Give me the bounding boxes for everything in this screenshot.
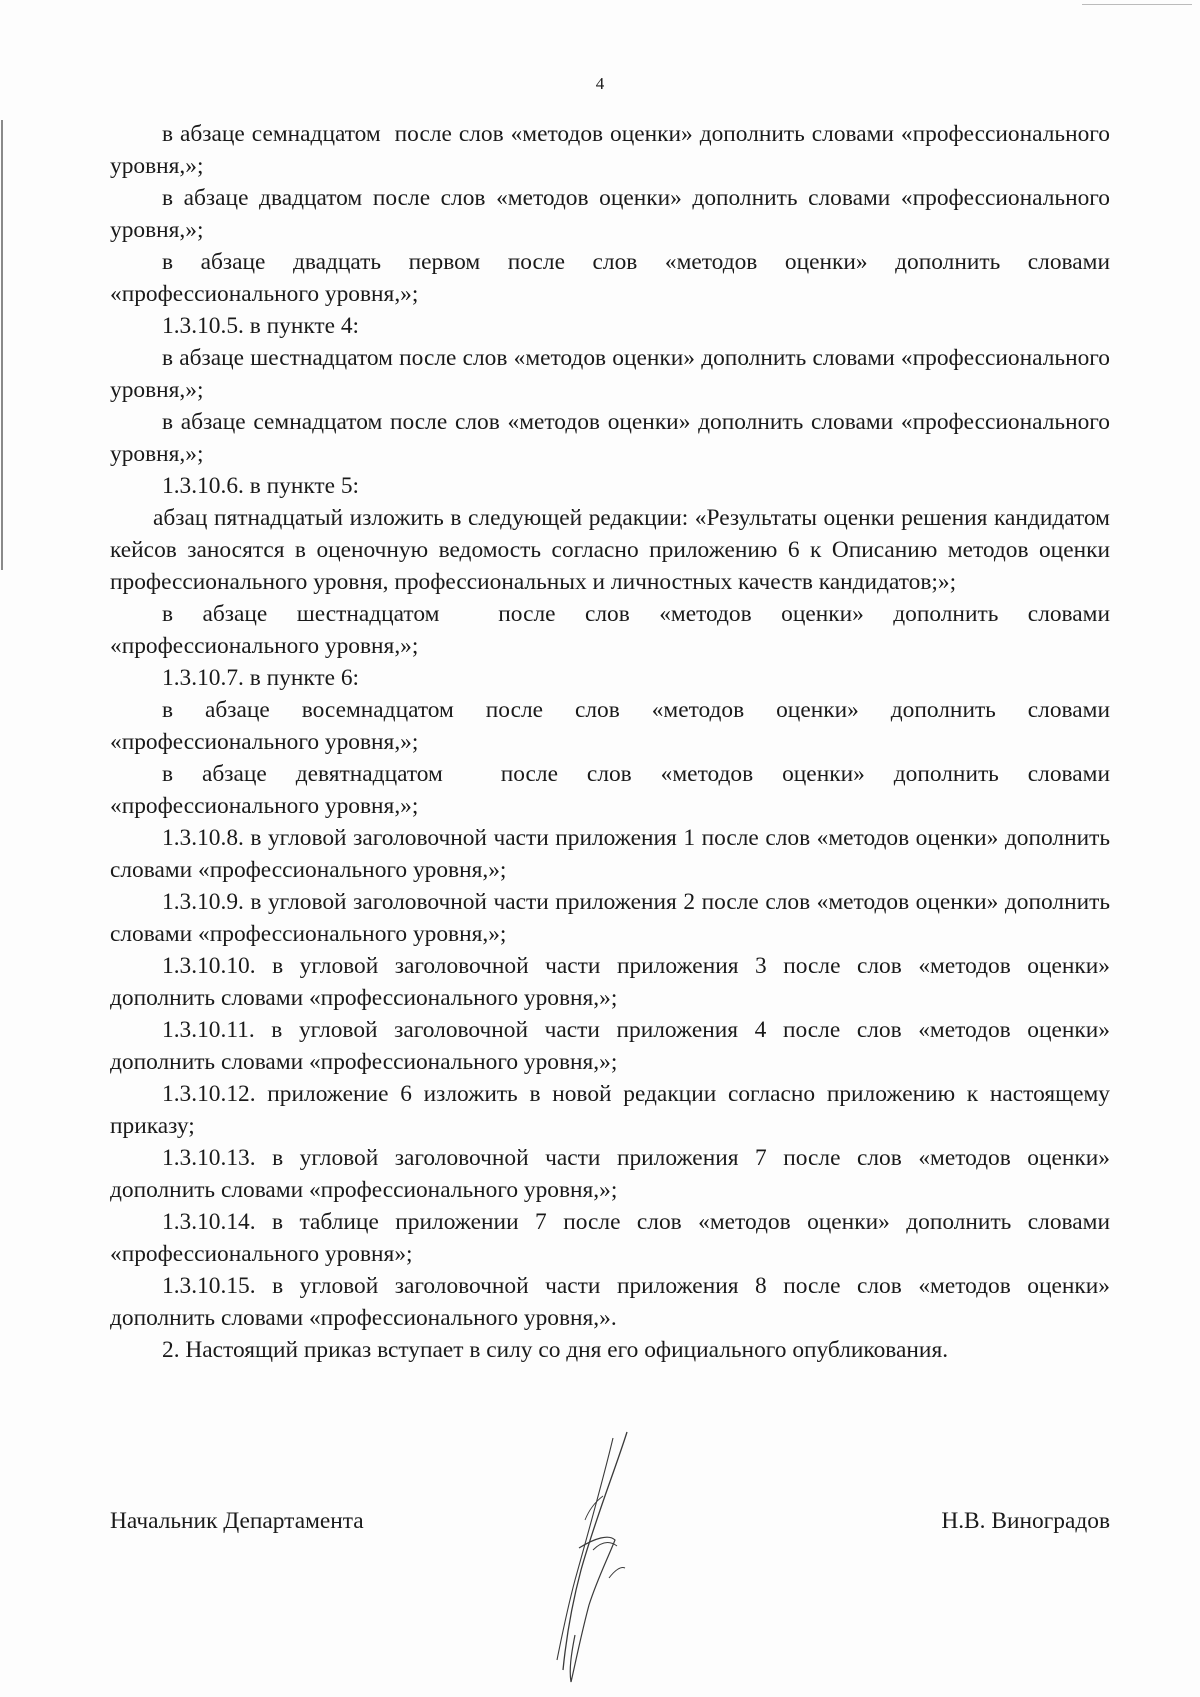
paragraph: 2. Настоящий приказ вступает в силу со дня его официального опубликования. bbox=[162, 1337, 949, 1363]
paragraph: в абзаце шестнадцатом после слов «методов оценки» дополнить словами «профессионального уровня,»; bbox=[110, 601, 1116, 659]
paragraph: в абзаце семнадцатом после слов «методов оценки» дополнить словами «профессионального уровня,»; bbox=[110, 409, 1116, 467]
paragraph: 1.3.10.6. в пункте 5: bbox=[162, 473, 360, 499]
scan-edge-line bbox=[1, 120, 3, 570]
paragraph: 1.3.10.7. в пункте 6: bbox=[162, 665, 360, 691]
paragraph: в абзаце двадцать первом после слов «методов оценки» дополнить словами «профессионального уровня,»; bbox=[110, 249, 1116, 307]
signatory-name: Н.В. Виноградов bbox=[941, 1508, 1110, 1534]
paragraph: 1.3.10.14. в таблице приложении 7 после слов «методов оценки» дополнить словами «профессионального уровня»; bbox=[110, 1209, 1116, 1267]
scan-corner-mark bbox=[1082, 0, 1192, 5]
paragraph: в абзаце семнадцатом после слов «методов оценки» дополнить словами «профессионального уровня,»; bbox=[110, 121, 1116, 179]
document-body bbox=[110, 118, 1116, 1366]
paragraph: 1.3.10.8. в угловой заголовочной части приложения 1 после слов «методов оценки» дополнить словами «профессионального уровня,»; bbox=[110, 825, 1116, 883]
paragraph: в абзаце девятнадцатом после слов «методов оценки» дополнить словами «профессионального уровня,»; bbox=[110, 761, 1116, 819]
handwritten-signature bbox=[545, 1430, 665, 1690]
paragraph: 1.3.10.13. в угловой заголовочной части приложения 7 после слов «методов оценки» дополнить словами «профессионального уровня,»; bbox=[110, 1145, 1116, 1203]
paragraph: 1.3.10.5. в пункте 4: bbox=[162, 313, 360, 339]
paragraph: 1.3.10.12. приложение 6 изложить в новой редакции согласно приложению к настоящему приказу; bbox=[110, 1081, 1116, 1139]
paragraph: в абзаце восемнадцатом после слов «методов оценки» дополнить словами «профессионального уровня,»; bbox=[110, 697, 1116, 755]
page-number: 4 bbox=[595, 74, 605, 93]
paragraph: 1.3.10.15. в угловой заголовочной части приложения 8 после слов «методов оценки» дополнить словами «профессионального уровня,». bbox=[110, 1273, 1116, 1331]
paragraph: 1.3.10.9. в угловой заголовочной части приложения 2 после слов «методов оценки» дополнить словами «профессионального уровня,»; bbox=[110, 889, 1116, 947]
paragraph: 1.3.10.10. в угловой заголовочной части приложения 3 после слов «методов оценки» дополнить словами «профессионального уровня,»; bbox=[110, 953, 1116, 1011]
paragraph: абзац пятнадцатый изложить в следующей редакции: «Результаты оценки решения кандидатом кейсов заносятся в оценочную ведомость согласно приложению 6 к Описанию методов оценки профессионального уровня, профессиональных и личностных качеств кандидатов;»; bbox=[110, 505, 1116, 595]
signatory-title: Начальник Департамента bbox=[110, 1508, 364, 1534]
paragraph: в абзаце двадцатом после слов «методов оценки» дополнить словами «профессионального уровня,»; bbox=[110, 185, 1116, 243]
paragraph: в абзаце шестнадцатом после слов «методов оценки» дополнить словами «профессионального уровня,»; bbox=[110, 345, 1116, 403]
paragraph: 1.3.10.11. в угловой заголовочной части приложения 4 после слов «методов оценки» дополнить словами «профессионального уровня,»; bbox=[110, 1017, 1116, 1075]
